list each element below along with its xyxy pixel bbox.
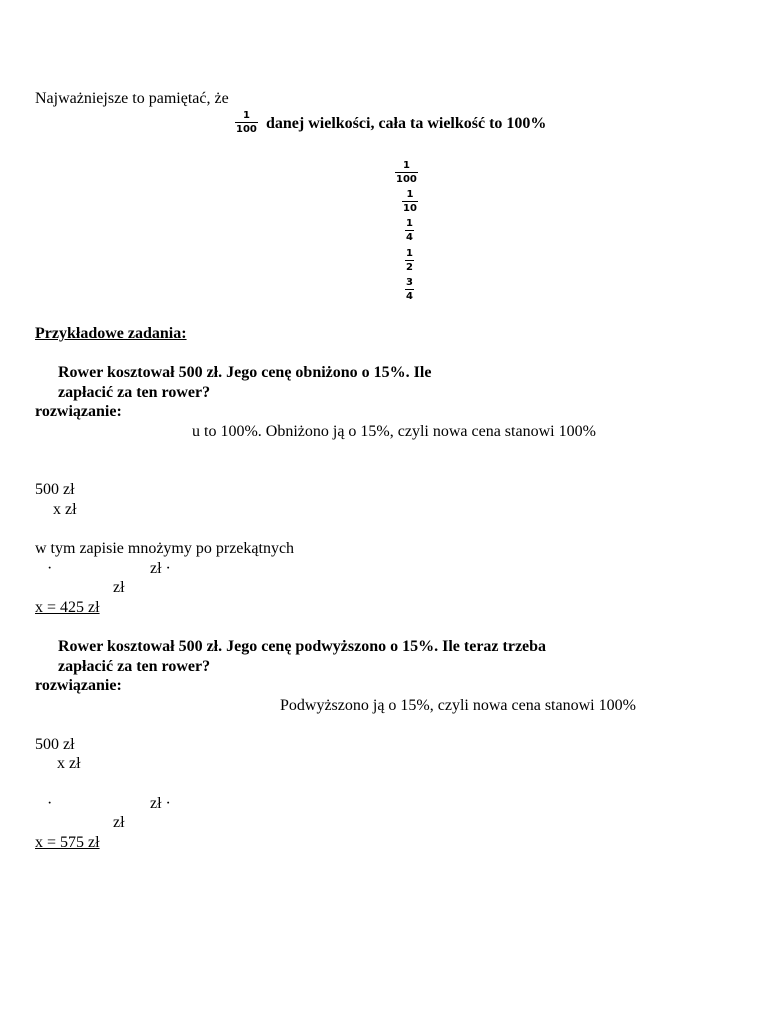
fraction-item: 1 10 — [403, 189, 417, 214]
fraction-item: 1 2 — [406, 248, 413, 273]
task2-dot: · — [47, 795, 53, 812]
task2-value-2: x zł — [57, 755, 81, 772]
intro-fraction — [235, 110, 258, 135]
task2-value-1: 500 zł — [35, 736, 75, 753]
fraction-bar — [235, 122, 258, 123]
task1-mult: zł · — [150, 560, 171, 577]
task1-line-2: zapłacić za ten rower? — [58, 384, 211, 401]
task1-unit: zł — [113, 579, 125, 596]
task1-explanation: u to 100%. Obniżono ją o 15%, czyli nowa cena stanowi 100% — [192, 423, 596, 440]
fraction-item: 3 4 — [406, 277, 413, 302]
fraction-item: 1 100 — [396, 160, 417, 185]
intro-line-1: Najważniejsze to pamiętać, że — [35, 90, 229, 107]
fraction-numerator: 1 — [242, 110, 250, 121]
task2-mult: zł · — [150, 795, 171, 812]
task2-result: x = 575 zł — [35, 834, 100, 851]
task1-note: w tym zapisie mnożymy po przekątnych — [35, 540, 295, 557]
fraction-item: 1 4 — [406, 218, 413, 243]
task2-line-2: zapłacić za ten rower? — [58, 658, 211, 675]
fraction-denominator: 100 — [236, 124, 257, 135]
task2-unit: zł — [113, 814, 125, 831]
task2-line-1: Rower kosztował 500 zł. Jego cenę podwyższono o 15%. Ile teraz trzeba — [58, 638, 547, 655]
task1-result: x = 425 zł — [35, 599, 100, 616]
task1-line-1: Rower kosztował 500 zł. Jego cenę obniżono o 15%. Ile — [58, 364, 432, 381]
task1-dot: · — [47, 560, 53, 577]
task2-explanation: Podwyższono ją o 15%, czyli nowa cena stanowi 100% — [280, 697, 636, 714]
section-heading: Przykładowe zadania: — [35, 325, 187, 342]
task2-solution-label: rozwiązanie: — [35, 677, 122, 694]
intro-line-2: danej wielkości, cała ta wielkość to 100% — [266, 115, 547, 132]
task1-solution-label: rozwiązanie: — [35, 403, 122, 420]
task1-value-1: 500 zł — [35, 481, 75, 498]
task1-value-2: x zł — [53, 501, 77, 518]
